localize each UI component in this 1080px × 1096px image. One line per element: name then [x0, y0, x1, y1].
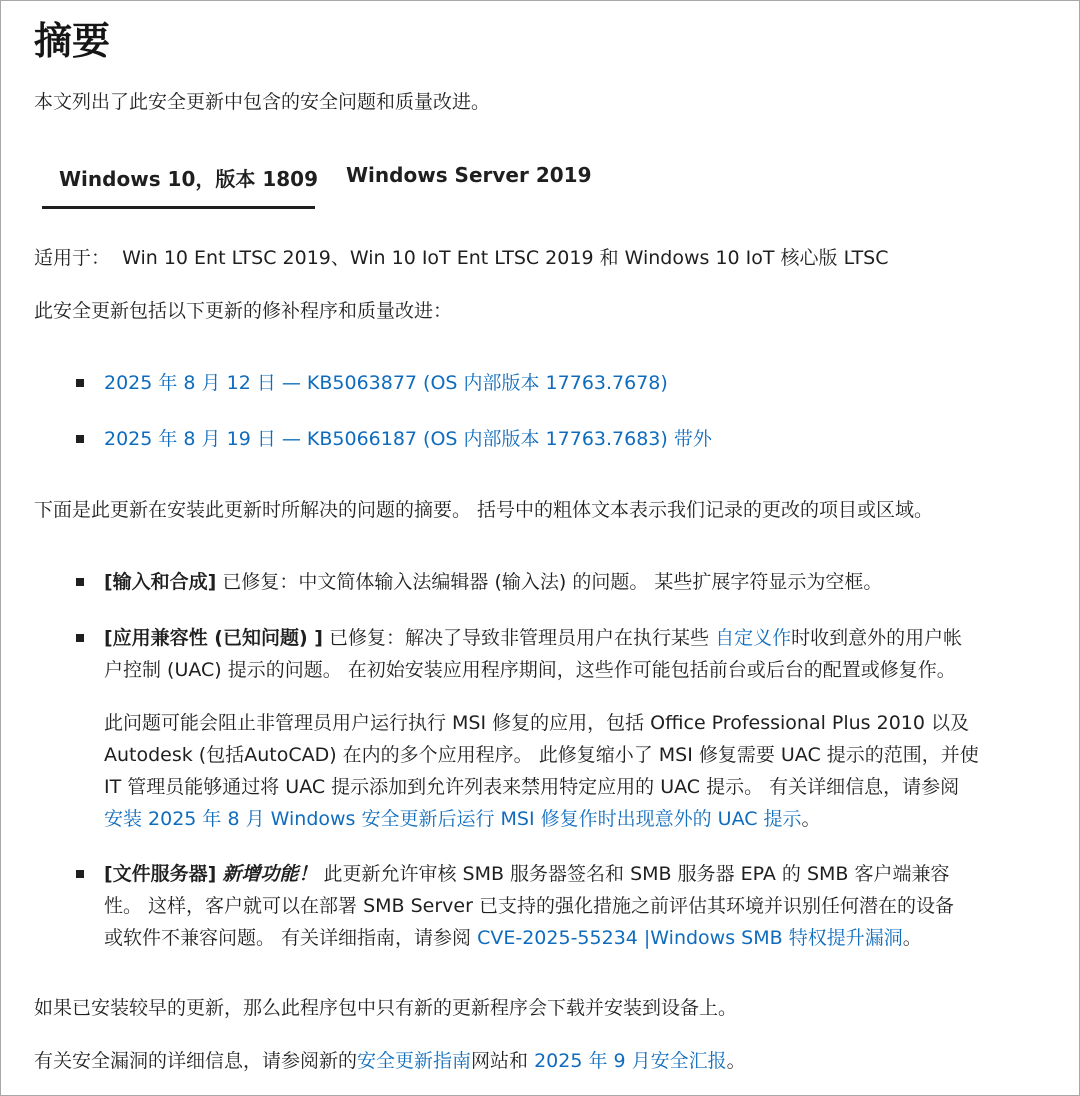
- issue-para-line2: Autodesk (包括AutoCAD) 在内的多个应用程序。 此修复缩小了 MSI 修复需要 UAC 提示的范围，并使: [104, 744, 979, 766]
- details-text: [34, 1045, 746, 1077]
- security-update-guide-link[interactable]: 安全更新指南: [357, 1050, 472, 1072]
- issue-para-line1: 此问题可能会阻止非管理员用户运行执行 MSI 修复的应用，包括 Office Professional Plus 2010 以及: [104, 712, 970, 734]
- issue-app-compat: [104, 622, 962, 654]
- active-tab-indicator: [42, 206, 315, 209]
- applies-label: 适用于：: [34, 247, 111, 269]
- issue-text-line3: [104, 922, 922, 954]
- bullet: [76, 379, 86, 389]
- summary-text: 下面是此更新在安装此更新时所解决的问题的摘要。 括号中的粗体文本表示我们记录的更改的项目或区域。: [34, 499, 934, 521]
- includes-text: 此安全更新包括以下更新的修补程序和质量改进：: [34, 300, 453, 322]
- uac-prompt-article-link[interactable]: 安装 2025 年 8 月 Windows 安全更新后运行 MSI 修复作时出现意外的 UAC 提示: [104, 808, 802, 830]
- intro-text: 本文列出了此安全更新中包含的安全问题和质量改进。: [34, 91, 491, 113]
- punctuation: 。: [726, 1050, 746, 1072]
- bullet: [76, 870, 86, 880]
- tab-windows-10-1809[interactable]: Windows 10，版本 1809: [59, 167, 319, 191]
- tab-bar: [42, 155, 1042, 211]
- applies-value: Win 10 Ent LTSC 2019、Win 10 IoT Ent LTSC 2019 和 Windows 10 IoT 核心版 LTSC: [122, 247, 889, 269]
- bullet: [76, 578, 86, 588]
- punctuation: 。: [902, 927, 922, 949]
- cve-link[interactable]: CVE-2025-55234 |Windows SMB 特权提升漏洞: [477, 927, 903, 949]
- earlier-updates-text: 如果已安装较早的更新，那么此程序包中只有新的更新程序会下载并安装到设备上。: [34, 997, 738, 1019]
- issue-tag: [输入和合成]: [104, 571, 217, 593]
- issue-para-line4: [104, 803, 821, 835]
- new-feature-label: 新增功能！: [222, 863, 318, 885]
- issue-input-composition: [104, 566, 882, 598]
- issue-text-line2: 户控制 (UAC) 提示的问题。 在初始安装应用程序期间，这些作可能包括前台或后台的配置或修复作。: [104, 659, 956, 681]
- issue-text-line2: 性。 这样，客户就可以在部署 SMB Server 已支持的强化措施之前评估其环境并识别任何潜在的设备: [104, 895, 954, 917]
- issue-file-server: [104, 858, 950, 890]
- security-bulletin-link[interactable]: 2025 年 9 月安全汇报: [534, 1050, 727, 1072]
- page-title: 摘要: [34, 19, 111, 63]
- details-mid: 网站和: [471, 1050, 535, 1072]
- issue-tag: [文件服务器]: [104, 863, 217, 885]
- update-link-kb5066187[interactable]: 2025 年 8 月 19 日 — KB5066187 (OS 内部版本 17763.7683) 带外: [104, 428, 712, 450]
- tab-windows-server-2019[interactable]: Windows Server 2019: [346, 163, 592, 187]
- issue-text: 已修复：解决了导致非管理员用户在执行某些: [322, 627, 716, 649]
- custom-actions-link[interactable]: 自定义作: [715, 627, 792, 649]
- issue-text: 此更新允许审核 SMB 服务器签名和 SMB 服务器 EPA 的 SMB 客户端兼容: [317, 863, 950, 885]
- bullet: [76, 435, 86, 445]
- applies-to: [34, 242, 889, 274]
- update-link-kb5063877[interactable]: 2025 年 8 月 12 日 — KB5063877 (OS 内部版本 17763.7678): [104, 372, 668, 394]
- issue-tag: [应用兼容性 (已知问题) ]: [104, 627, 323, 649]
- issue-para-line3: IT 管理员能够通过将 UAC 提示添加到允许列表来禁用特定应用的 UAC 提示。 有关详细信息，请参阅: [104, 776, 960, 798]
- issue-text: 或软件不兼容问题。 有关详细指南，请参阅: [104, 927, 478, 949]
- issue-text: 已修复：中文简体输入法编辑器 (输入法) 的问题。 某些扩展字符显示为空框。: [216, 571, 883, 593]
- punctuation: 。: [801, 808, 821, 830]
- details-before: 有关安全漏洞的详细信息，请参阅新的: [34, 1050, 358, 1072]
- bullet: [76, 634, 86, 644]
- issue-text: 时收到意外的用户帐: [791, 627, 963, 649]
